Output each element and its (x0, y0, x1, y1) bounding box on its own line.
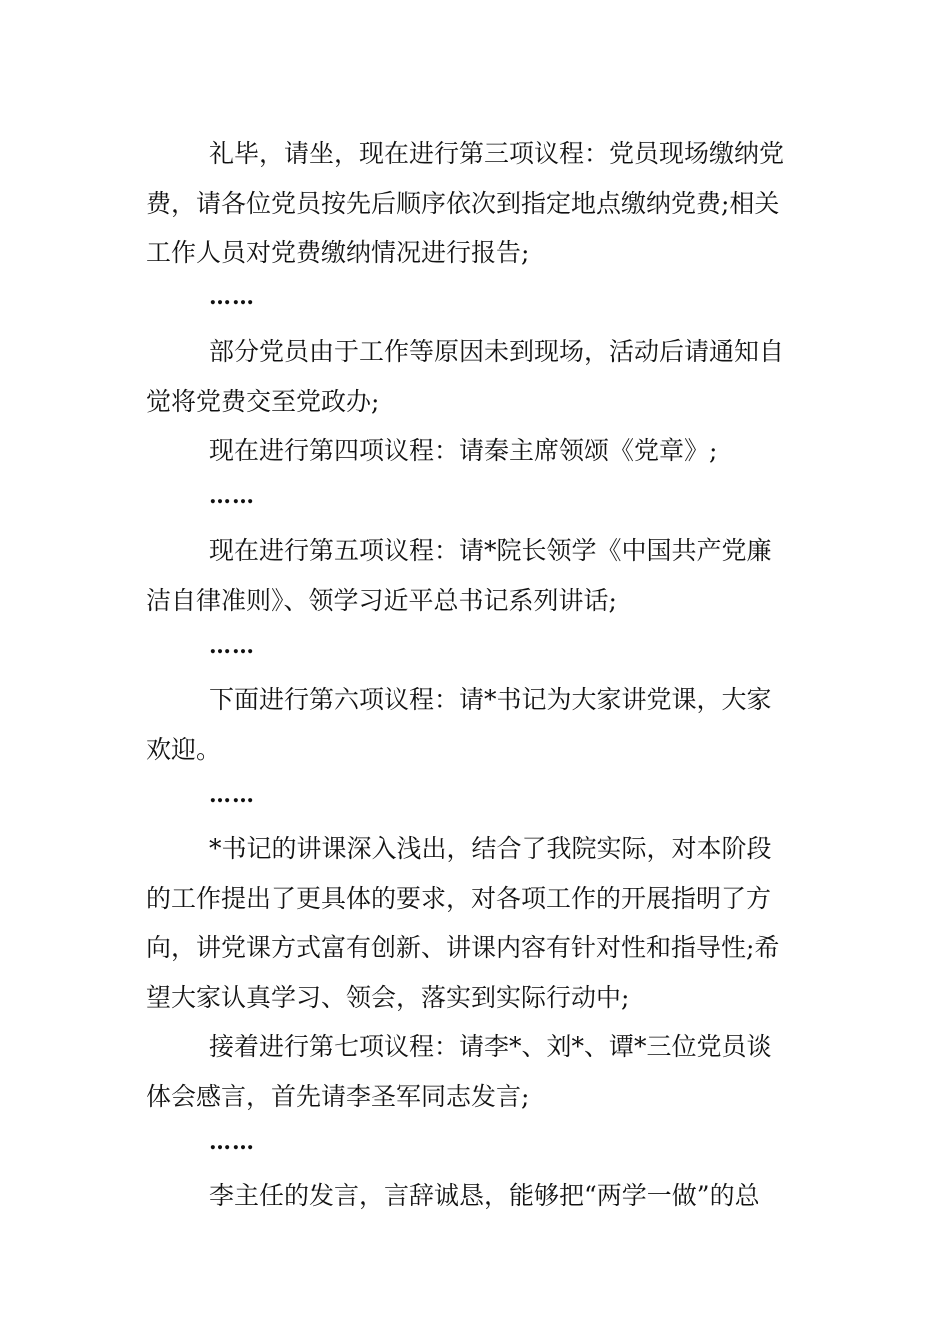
text-line: 望大家认真学习、领会，落实到实际行动中; (146, 982, 630, 1012)
text-line: 体会感言，首先请李圣军同志发言; (146, 1081, 530, 1111)
text-line: 部分党员由于工作等原因未到现场，活动后请通知自 (209, 337, 785, 366)
text-line: 向，讲党课方式富有创新、讲课内容有针对性和指导性;希 (146, 933, 780, 962)
paragraph-agenda-5 (146, 526, 810, 625)
ellipsis-marker: …… (209, 1129, 255, 1155)
ellipsis-marker: …… (209, 483, 255, 509)
text-line: 费，请各位党员按先后顺序依次到指定地点缴纳党费;相关 (146, 188, 780, 218)
paragraph-agenda-3 (146, 129, 810, 278)
text-line: 现在进行第四项议程：请秦主席领颂《党章》; (209, 436, 718, 465)
text-line: 礼毕，请坐，现在进行第三项议程：党员现场缴纳党 (209, 139, 785, 168)
text-line: 觉将党费交至党政办; (146, 386, 380, 416)
text-line: 李主任的发言，言辞诚恳，能够把“两学一做”的总 (209, 1181, 760, 1210)
text-line: 接着进行第七项议程：请李*、刘*、谭*三位党员谈 (209, 1032, 772, 1061)
text-line: 洁自律准则》、领学习近平总书记系列讲话; (146, 585, 617, 615)
paragraph-agenda-6 (146, 675, 810, 774)
paragraph-agenda-7 (146, 1022, 810, 1121)
paragraph-absent-members (146, 327, 810, 426)
text-line: *书记的讲课深入浅出，结合了我院实际，对本阶段 (209, 834, 772, 863)
ellipsis-marker: …… (209, 284, 255, 310)
ellipsis-marker: …… (209, 782, 255, 808)
text-line: 现在进行第五项议程：请*院长领学《中国共产党廉 (209, 536, 772, 565)
text-line: 工作人员对党费缴纳情况进行报告; (146, 238, 530, 267)
paragraph-agenda-4 (146, 426, 810, 476)
paragraph-lecture-summary (146, 824, 810, 1022)
text-line: 的工作提出了更具体的要求，对各项工作的开展指明了方 (146, 883, 772, 913)
paragraph-director-speech (146, 1171, 810, 1221)
ellipsis-marker: …… (209, 633, 255, 659)
text-line: 欢迎。 (146, 734, 222, 764)
text-line: 下面进行第六项议程：请*书记为大家讲党课，大家 (209, 685, 772, 714)
